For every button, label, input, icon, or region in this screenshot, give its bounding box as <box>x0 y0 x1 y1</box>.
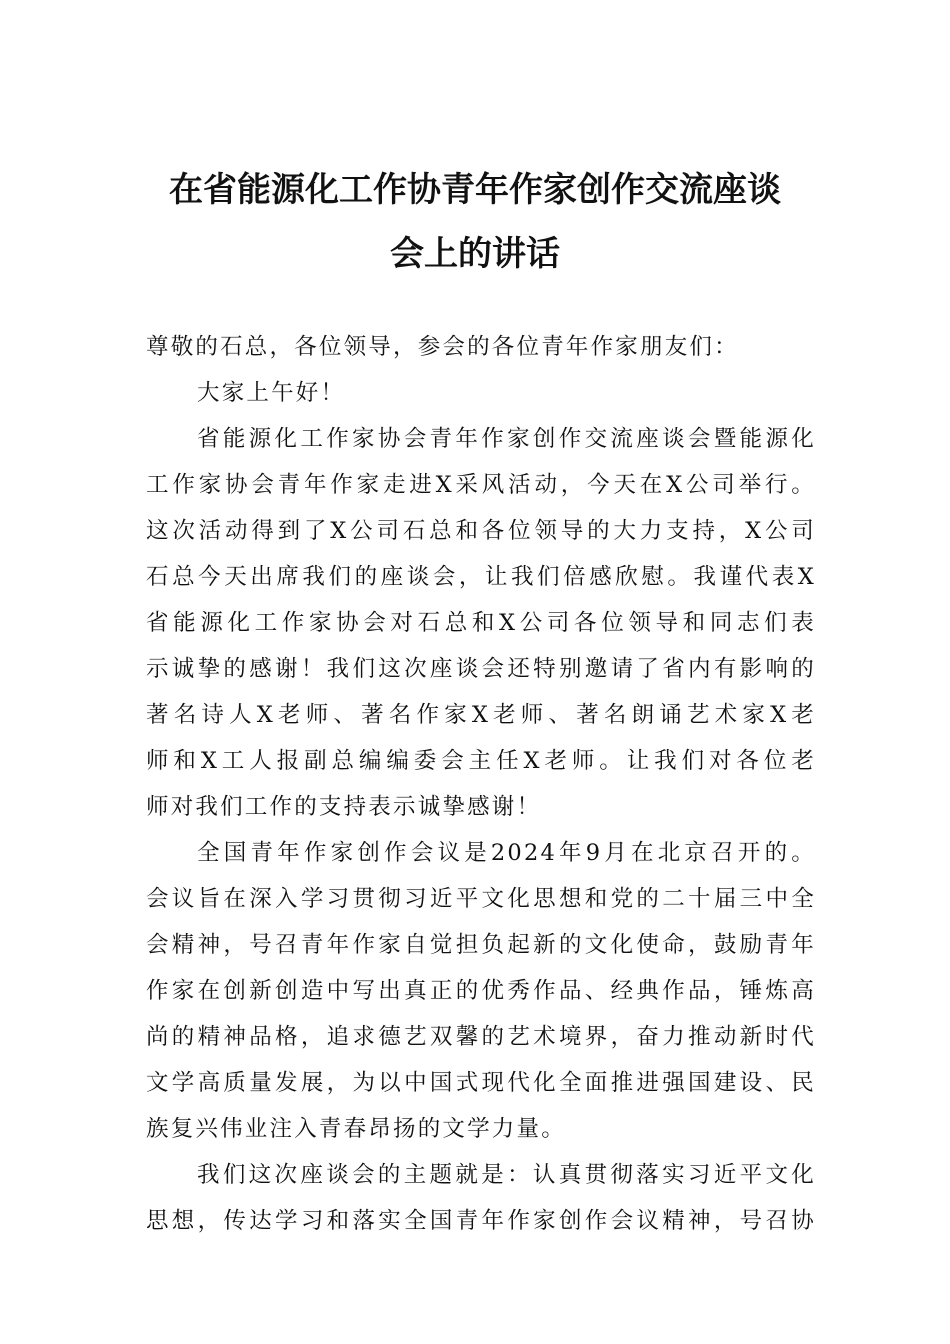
paragraph-line: 我们这次座谈会的主题就是：认真贯彻落实习近平文化 <box>197 1162 816 1188</box>
paragraph-line: 示诚挚的感谢！我们这次座谈会还特别邀请了省内有影响的 <box>146 656 816 682</box>
paragraph-line: 这次活动得到了X公司石总和各位领导的大力支持，X公司 <box>146 518 816 544</box>
paragraph-line: 师对我们工作的支持表示诚挚感谢！ <box>146 794 542 820</box>
document-title-line-2: 会上的讲话 <box>390 234 560 274</box>
paragraph-line: 会精神，号召青年作家自觉担负起新的文化使命，鼓励青年 <box>146 932 816 958</box>
paragraph-line: 作家在创新创造中写出真正的优秀作品、经典作品，锤炼高 <box>146 978 816 1004</box>
document-body <box>146 324 816 1244</box>
paragraph-line: 思想，传达学习和落实全国青年作家创作会议精神，号召协 <box>146 1208 816 1234</box>
paragraph-line: 省能源化工作家协会青年作家创作交流座谈会暨能源化 <box>197 426 816 452</box>
paragraph-line: 尚的精神品格，追求德艺双馨的艺术境界，奋力推动新时代 <box>146 1024 816 1050</box>
paragraph-line: 省能源化工作家协会对石总和X公司各位领导和同志们表 <box>146 610 816 636</box>
paragraph-line: 尊敬的石总，各位领导，参会的各位青年作家朋友们： <box>146 334 739 360</box>
paragraph-line: 工作家协会青年作家走进X采风活动，今天在X公司举行。 <box>146 472 816 498</box>
paragraph-line: 大家上午好！ <box>197 380 346 406</box>
paragraph <box>146 830 816 1152</box>
paragraph <box>146 416 816 830</box>
paragraph <box>146 324 816 370</box>
document-title-line-1: 在省能源化工作协青年作家创作交流座谈 <box>169 170 781 210</box>
paragraph-line: 全国青年作家创作会议是2024年9月在北京召开的。 <box>197 840 816 866</box>
paragraph-line: 著名诗人X老师、著名作家X老师、著名朗诵艺术家X老 <box>146 702 816 728</box>
paragraph-line: 族复兴伟业注入青春昂扬的文学力量。 <box>146 1116 566 1142</box>
paragraph-line: 石总今天出席我们的座谈会，让我们倍感欣慰。我谨代表X <box>146 564 816 590</box>
paragraph-line: 文学高质量发展，为以中国式现代化全面推进强国建设、民 <box>146 1070 816 1096</box>
paragraph <box>146 1152 816 1244</box>
paragraph-line: 会议旨在深入学习贯彻习近平文化思想和党的二十届三中全 <box>146 886 816 912</box>
paragraph-line: 师和X工人报副总编编委会主任X老师。让我们对各位老 <box>146 748 816 774</box>
paragraph <box>146 370 816 416</box>
